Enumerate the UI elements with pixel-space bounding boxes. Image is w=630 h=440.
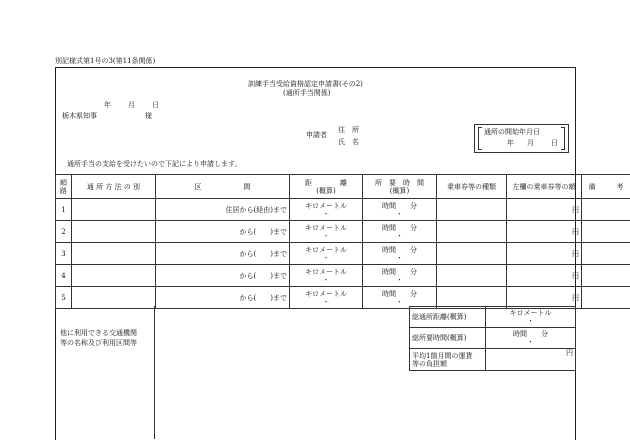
- header-method: 通 所 方 法 の 別: [72, 175, 156, 199]
- row-section: から( )まで: [156, 221, 290, 243]
- total-time-minutes: 分: [541, 330, 548, 338]
- header-time-bottom: (概算): [390, 187, 409, 195]
- header-time-top: 所 要 時 間: [375, 179, 424, 187]
- table-row: [56, 243, 630, 265]
- time-minutes: 分: [410, 246, 417, 254]
- other-transport-label-cell: [55, 306, 155, 439]
- decimal-dot: ・: [292, 254, 360, 262]
- commute-start-month: 月: [527, 139, 534, 147]
- row-distance[interactable]: [290, 199, 363, 221]
- total-time-hours: 時間: [513, 330, 527, 338]
- row-method[interactable]: [72, 243, 156, 265]
- time-minutes: 分: [410, 202, 417, 210]
- table-row: [56, 199, 630, 221]
- time-minutes: 分: [410, 290, 417, 298]
- other-transport-line2: 等の名称及び利用区間等: [60, 339, 137, 347]
- other-transport-line1: 他に利用できる交通機関: [60, 329, 137, 337]
- lower-section: [55, 306, 575, 439]
- total-distance-value[interactable]: [486, 307, 576, 328]
- distance-unit: キロメートル: [305, 224, 347, 232]
- avg-fare-label: [410, 349, 486, 371]
- applicant-label: 申請者: [306, 131, 327, 139]
- header-remarks: 備 考: [582, 175, 630, 199]
- time-hours: 時間: [382, 246, 396, 254]
- row-distance[interactable]: [290, 221, 363, 243]
- row-fare[interactable]: 円: [507, 287, 582, 309]
- row-ticket[interactable]: [437, 265, 507, 287]
- time-minutes: 分: [410, 268, 417, 276]
- distance-unit: キロメートル: [305, 290, 347, 298]
- row-no: 1: [56, 199, 72, 221]
- form-id: 別記様式第1号の3(第11条関係): [55, 57, 155, 65]
- row-time[interactable]: [363, 221, 437, 243]
- header-distance: [290, 175, 363, 199]
- row-fare[interactable]: 円: [507, 243, 582, 265]
- distance-unit: キロメートル: [305, 246, 347, 254]
- commute-start-day: 日: [551, 139, 558, 147]
- row-section: から( )まで: [156, 243, 290, 265]
- date-year: 年: [104, 101, 111, 109]
- commute-start-year: 年: [507, 139, 514, 147]
- header-ticket: 乗車券等の種類: [437, 175, 507, 199]
- decimal-dot: ・: [365, 210, 434, 218]
- header-order: 順路: [56, 175, 72, 199]
- row-remarks[interactable]: [582, 265, 630, 287]
- row-fare[interactable]: 円: [507, 199, 582, 221]
- row-no: 2: [56, 221, 72, 243]
- total-time-value[interactable]: [486, 328, 576, 349]
- avg-fare-value[interactable]: [486, 349, 576, 371]
- avg-fare-unit: 円: [566, 349, 573, 357]
- decimal-dot: ・: [365, 276, 434, 284]
- time-hours: 時間: [382, 202, 396, 210]
- row-fare[interactable]: 円: [507, 265, 582, 287]
- form-title: 訓練手当受給資格認定申請書(その2): [248, 80, 363, 88]
- decimal-dot: ・: [365, 254, 434, 262]
- avg-fare-line2: 等の負担額: [412, 360, 447, 368]
- row-no: 5: [56, 287, 72, 309]
- distance-unit: キロメートル: [305, 268, 347, 276]
- row-no: 3: [56, 243, 72, 265]
- decimal-dot: ・: [488, 338, 573, 346]
- summary-table: [409, 306, 576, 371]
- applicant-name: 氏 名: [338, 138, 359, 146]
- decimal-dot: ・: [292, 276, 360, 284]
- row-remarks[interactable]: [582, 199, 630, 221]
- row-method[interactable]: [72, 221, 156, 243]
- header-time: [363, 175, 437, 199]
- date-day: 日: [152, 101, 159, 109]
- table-row: [56, 265, 630, 287]
- row-ticket[interactable]: [437, 199, 507, 221]
- time-hours: 時間: [382, 290, 396, 298]
- form-subtitle: (通所手当関係): [283, 89, 330, 97]
- row-section: から( )まで: [156, 265, 290, 287]
- decimal-dot: ・: [292, 210, 360, 218]
- header-distance-top: 距 離: [305, 179, 347, 187]
- row-method[interactable]: [72, 265, 156, 287]
- header-distance-bottom: (概算): [316, 187, 335, 195]
- row-time[interactable]: [363, 265, 437, 287]
- decimal-dot: ・: [488, 317, 573, 325]
- row-section: から( )まで: [156, 287, 290, 309]
- row-section: 住居から(経由)まで: [156, 199, 290, 221]
- row-remarks[interactable]: [582, 243, 630, 265]
- time-hours: 時間: [382, 268, 396, 276]
- table-row: [56, 221, 630, 243]
- row-time[interactable]: [363, 243, 437, 265]
- row-method[interactable]: [72, 199, 156, 221]
- row-distance[interactable]: [290, 243, 363, 265]
- decimal-dot: ・: [292, 232, 360, 240]
- time-hours: 時間: [382, 224, 396, 232]
- header-section: 区 間: [156, 175, 290, 199]
- route-table: [55, 174, 630, 309]
- row-ticket[interactable]: [437, 221, 507, 243]
- row-remarks[interactable]: [582, 221, 630, 243]
- total-distance-unit: キロメートル: [510, 309, 552, 317]
- decimal-dot: ・: [292, 298, 360, 306]
- total-time-label: 総所要時間(概算): [410, 328, 486, 349]
- row-time[interactable]: [363, 199, 437, 221]
- decimal-dot: ・: [365, 232, 434, 240]
- intro-text: 通所手当の支給を受けたいので下記により申請します。: [67, 160, 241, 168]
- addressee: 栃木県知事: [62, 112, 97, 120]
- row-remarks[interactable]: [582, 287, 630, 309]
- row-no: 4: [56, 265, 72, 287]
- row-ticket[interactable]: [437, 243, 507, 265]
- distance-unit: キロメートル: [305, 202, 347, 210]
- header-fare: 左欄の乗車券等の額: [507, 175, 582, 199]
- date-month: 月: [128, 101, 135, 109]
- total-distance-label: 総通所距離(概算): [410, 307, 486, 328]
- commute-start-label: 通所の開始年月日: [484, 128, 540, 136]
- time-minutes: 分: [410, 224, 417, 232]
- avg-fare-line1: 平均1箇月間の運賃: [412, 352, 472, 360]
- honorific: 様: [145, 112, 152, 120]
- row-fare[interactable]: 円: [507, 221, 582, 243]
- row-distance[interactable]: [290, 265, 363, 287]
- applicant-address: 住 所: [338, 126, 359, 134]
- decimal-dot: ・: [365, 298, 434, 306]
